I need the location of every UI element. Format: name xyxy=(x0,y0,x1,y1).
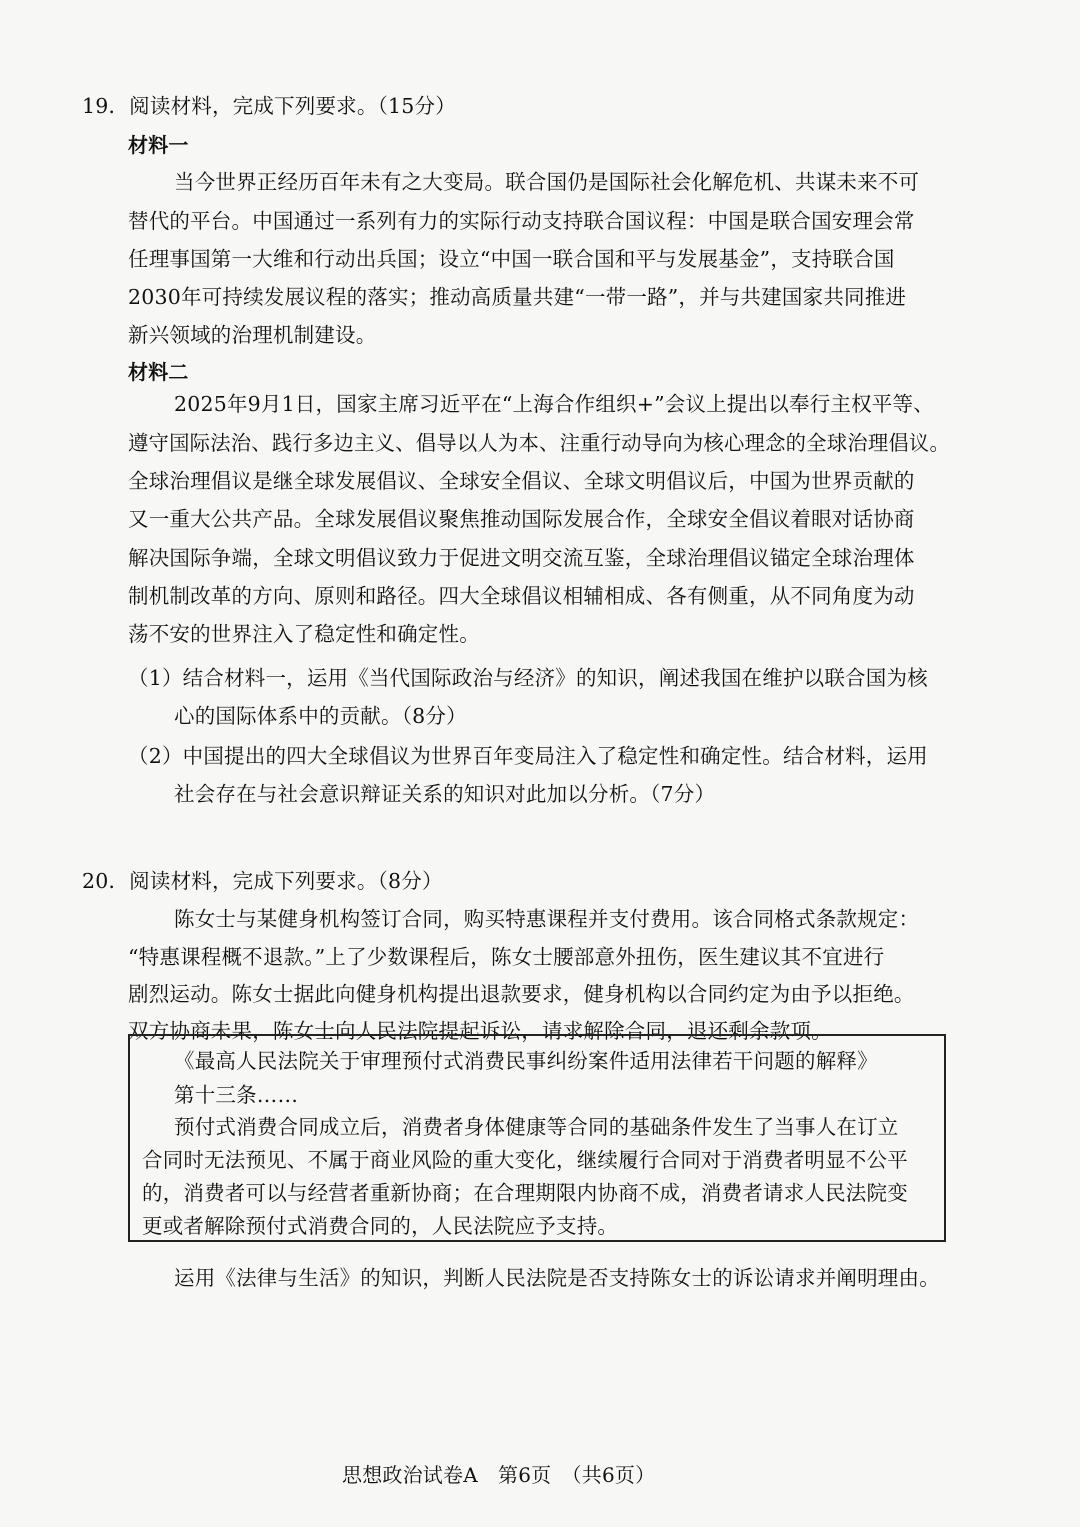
q19-sub2-line: （2）中国提出的四大全球倡议为世界百年变局注入了稳定性和确定性。结合材料，运用 xyxy=(128,744,928,768)
q19-material1-line: 2030年可持续发展议程的落实；推动高质量共建“一带一路”，并与共建国家共同推进 xyxy=(128,285,907,309)
q19-material1-line: 新兴领域的治理机制建设。 xyxy=(128,323,377,347)
q20-material-line: 双方协商未果，陈女士向人民法院提起诉讼，请求解除合同，退还剩余款项。 xyxy=(128,1019,832,1043)
q19-material1-label: 材料一 xyxy=(128,133,189,157)
q19-material2-line: 2025年9月1日，国家主席习近平在“上海合作组织+”会议上提出以奉行主权平等、 xyxy=(174,392,934,416)
legal-excerpt-article: 第十三条…… xyxy=(174,1083,299,1107)
q19-sub1-line: 心的国际体系中的贡献。（8分） xyxy=(174,704,467,728)
legal-excerpt-title: 《最高人民法院关于审理预付式消费民事纠纷案件适用法律若干问题的解释》 xyxy=(174,1049,878,1073)
legal-excerpt-line: 的，消费者可以与经营者重新协商；在合理期限内协商不成，消费者请求人民法院变 xyxy=(142,1181,908,1205)
q20-question: 运用《法律与生活》的知识，判断人民法院是否支持陈女士的诉讼请求并阐明理由。 xyxy=(174,1266,940,1290)
q19-material1-line: 替代的平台。中国通过一系列有力的实际行动支持联合国议程：中国是联合国安理会常 xyxy=(128,209,915,233)
q20-material-line: 陈女士与某健身机构签订合同，购买特惠课程并支付费用。该合同格式条款规定： xyxy=(174,907,920,931)
q19-material2-line: 遵守国际法治、践行多边主义、倡导以人为本、注重行动导向为核心理念的全球治理倡议。 xyxy=(128,431,951,455)
q20-material-line: “特惠课程概不退款。”上了少数课程后，陈女士腰部意外扭伤，医生建议其不宜进行 xyxy=(128,945,885,969)
legal-excerpt-line: 合同时无法预见、不属于商业风险的重大变化，继续履行合同对于消费者明显不公平 xyxy=(142,1148,908,1172)
q19-title: 19．阅读材料，完成下列要求。（15分） xyxy=(82,94,456,118)
q20-material-line: 剧烈运动。陈女士据此向健身机构提出退款要求，健身机构以合同约定为由予以拒绝。 xyxy=(128,982,915,1006)
q19-sub2-line: 社会存在与社会意识辩证关系的知识对此加以分析。（7分） xyxy=(174,782,716,806)
q19-material2-line: 制机制改革的方向、原则和路径。四大全球倡议相辅相成、各有侧重，从不同角度为动 xyxy=(128,584,915,608)
q19-material2-line: 荡不安的世界注入了稳定性和确定性。 xyxy=(128,622,480,646)
legal-excerpt-line: 更或者解除预付式消费合同的，人民法院应予支持。 xyxy=(142,1214,619,1238)
q19-material2-line: 解决国际争端，全球文明倡议致力于促进文明交流互鉴，全球治理倡议锚定全球治理体 xyxy=(128,546,915,570)
q20-title: 20．阅读材料，完成下列要求。（8分） xyxy=(82,869,443,893)
q19-material1-line: 任理事国第一大维和行动出兵国；设立“中国一联合国和平与发展基金”，支持联合国 xyxy=(128,247,895,271)
page-footer: 思想政治试卷A 第6页 （共6页） xyxy=(342,1463,656,1487)
legal-excerpt-line: 预付式消费合同成立后，消费者身体健康等合同的基础条件发生了当事人在订立 xyxy=(174,1115,899,1139)
q19-material2-label: 材料二 xyxy=(128,360,189,384)
q19-sub1-line: （1）结合材料一，运用《当代国际政治与经济》的知识，阐述我国在维护以联合国为核 xyxy=(128,666,928,690)
q19-material2-line: 全球治理倡议是继全球发展倡议、全球安全倡议、全球文明倡议后，中国为世界贡献的 xyxy=(128,469,915,493)
q19-material1-line: 当今世界正经历百年未有之大变局。联合国仍是国际社会化解危机、共谋未来不可 xyxy=(174,170,920,194)
q19-material2-line: 又一重大公共产品。全球发展倡议聚焦推动国际发展合作，全球安全倡议着眼对话协商 xyxy=(128,507,915,531)
